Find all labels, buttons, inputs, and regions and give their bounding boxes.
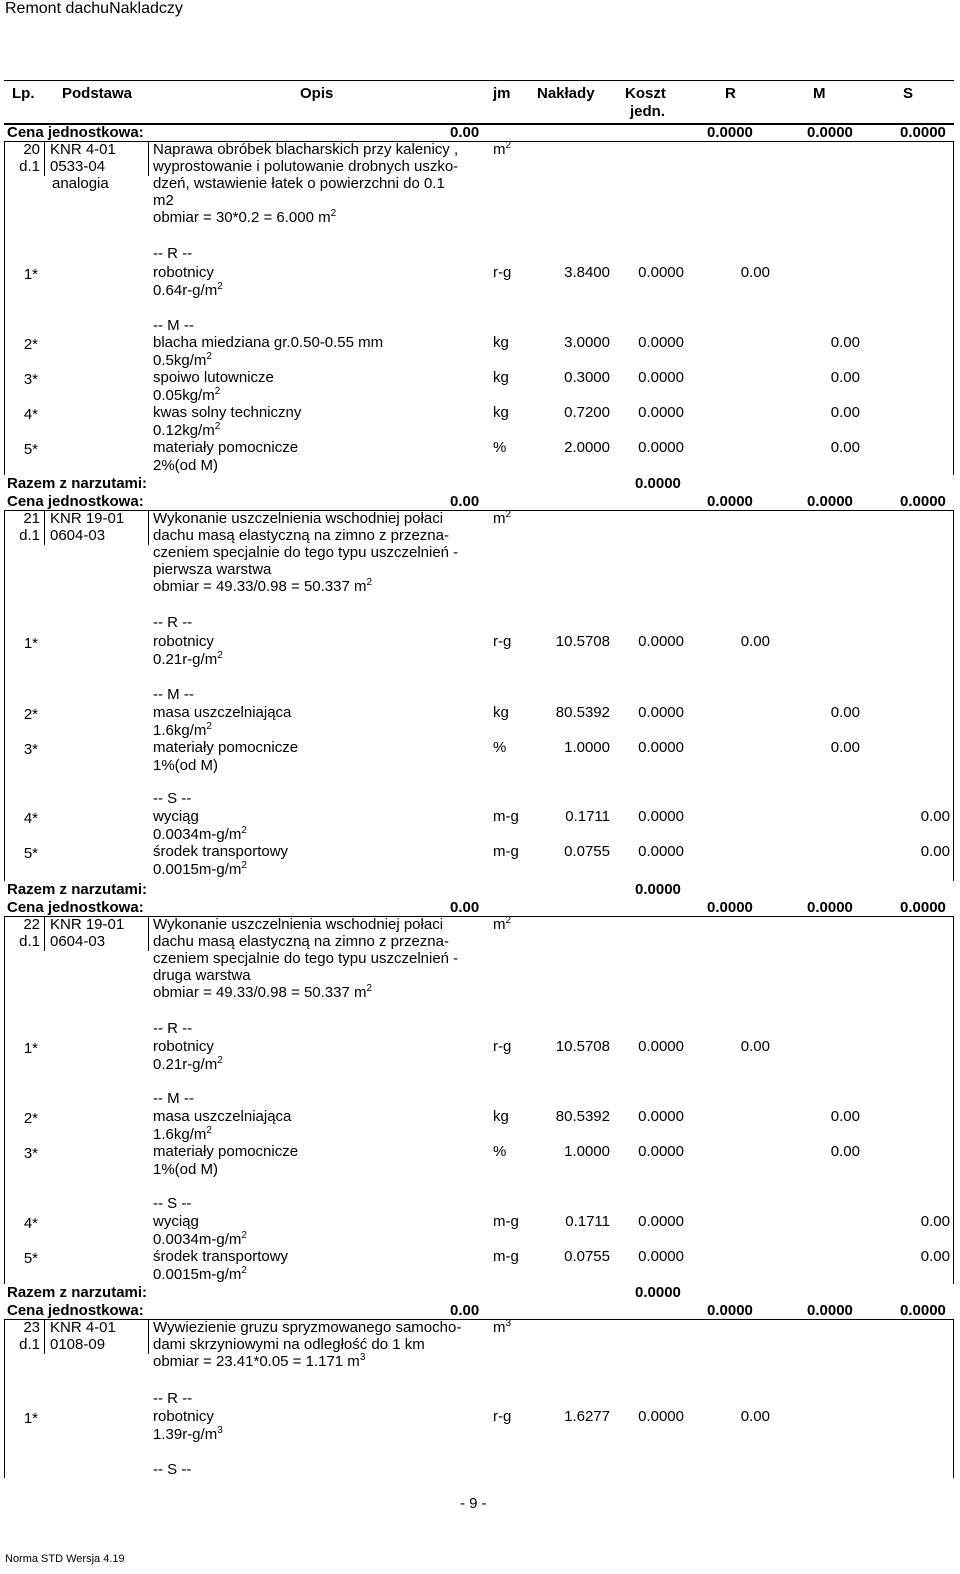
- unit-price-total: 0.00: [450, 493, 480, 510]
- position-detail: d.1: [19, 1336, 40, 1353]
- header-jm: jm: [493, 85, 511, 102]
- table-border: [44, 1319, 45, 1354]
- resource-unit: kg: [493, 1108, 509, 1125]
- header-koszt: Koszt: [625, 85, 666, 102]
- description-line: Wywiezienie gruzu spryzmowanego samocho-: [153, 1319, 462, 1336]
- resource-index: 2*: [23, 1110, 38, 1127]
- header-podstawa: Podstawa: [62, 85, 133, 102]
- description-line: czeniem specjalnie do tego typu uszczelnień -: [153, 950, 459, 967]
- position-number: 21: [23, 510, 40, 527]
- description-line: dachu masą elastyczną na zimno z przezna-: [153, 527, 449, 544]
- table-border: [4, 916, 5, 1284]
- section-header-s: -- S --: [153, 1461, 192, 1478]
- total-with-markup-value: 0.0000: [635, 881, 681, 898]
- unit-price-m: 0.0000: [807, 1302, 853, 1319]
- table-border: [148, 141, 149, 176]
- basis-table: 0604-03: [50, 933, 106, 950]
- resource-unit: %: [493, 1143, 507, 1160]
- resource-norm: $1.39r-g/m^3$: [153, 1425, 223, 1443]
- resource-name: robotnicy: [153, 1408, 214, 1425]
- page-number: - 9 -: [460, 1495, 487, 1512]
- resource-name: wyciąg: [153, 808, 199, 825]
- table-header: [4, 80, 954, 125]
- resource-price: 0.0000: [638, 369, 684, 386]
- total-with-markup-label: Razem z narzutami:: [7, 1284, 148, 1301]
- basis-table: 0108-09: [50, 1336, 106, 1353]
- unit-price-s: 0.0000: [900, 493, 946, 510]
- resource-value: 0.00: [830, 334, 860, 351]
- resource-norm: 2%(od M): [153, 457, 219, 474]
- resource-unit: kg: [493, 369, 509, 386]
- basis-table: 0533-04: [50, 158, 106, 175]
- resource-index: 5*: [23, 441, 38, 458]
- resource-price: 0.0000: [638, 704, 684, 721]
- basis-note: analogia: [52, 175, 109, 192]
- unit-price-label: Cena jednostkowa:: [7, 899, 144, 916]
- document-title: Remont dachuNakladczy: [5, 0, 183, 17]
- resource-value: 0.00: [920, 1213, 950, 1230]
- resource-name: blacha miedziana gr.0.50-0.55 mm: [153, 334, 384, 351]
- unit-price-m: 0.0000: [807, 493, 853, 510]
- resource-norm: $0.0034m-g/m^2$: [153, 825, 247, 843]
- position-detail: d.1: [19, 527, 40, 544]
- table-border: [44, 510, 45, 545]
- resource-price: 0.0000: [638, 739, 684, 756]
- unit-price-s: 0.0000: [900, 1302, 946, 1319]
- resource-quantity: 0.7200: [564, 404, 610, 421]
- section-header-m: -- M --: [153, 1090, 194, 1107]
- resource-value: 0.00: [830, 1108, 860, 1125]
- resource-quantity: 10.5708: [555, 633, 610, 650]
- table-border: [4, 916, 954, 917]
- resource-quantity: 3.0000: [564, 334, 610, 351]
- resource-unit: r-g: [493, 633, 512, 650]
- resource-value: 0.00: [920, 808, 950, 825]
- resource-price: 0.0000: [638, 1408, 684, 1425]
- resource-quantity: 10.5708: [555, 1038, 610, 1055]
- resource-quantity: 3.8400: [564, 264, 610, 281]
- resource-index: 3*: [23, 741, 38, 758]
- unit-price-m: 0.0000: [807, 124, 853, 141]
- unit-price-s: 0.0000: [900, 124, 946, 141]
- resource-quantity: 1.0000: [564, 739, 610, 756]
- resource-quantity: 0.0755: [564, 1248, 610, 1265]
- total-with-markup-label: Razem z narzutami:: [7, 881, 148, 898]
- resource-norm: $0.5kg/m^2$: [153, 351, 212, 369]
- resource-norm: $1.6kg/m^2$: [153, 721, 212, 739]
- resource-quantity: 1.0000: [564, 1143, 610, 1160]
- position-number: 23: [23, 1319, 40, 1336]
- unit-price-r: 0.0000: [707, 899, 753, 916]
- basis-catalog: KNR 4-01: [50, 1319, 116, 1336]
- section-header-s: -- S --: [153, 790, 192, 807]
- resource-value: 0.00: [830, 369, 860, 386]
- position-unit: $m^2$: [493, 140, 512, 158]
- resource-name: materiały pomocnicze: [153, 1143, 299, 1160]
- description-line: m2: [153, 192, 174, 209]
- table-border: [4, 141, 954, 142]
- resource-value: 0.00: [740, 1408, 770, 1425]
- description-line: pierwsza warstwa: [153, 561, 272, 578]
- description-line: druga warstwa: [153, 967, 251, 984]
- table-border: [4, 510, 5, 881]
- resource-value: 0.00: [920, 843, 950, 860]
- resource-value: 0.00: [830, 439, 860, 456]
- unit-price-r: 0.0000: [707, 493, 753, 510]
- resource-unit: r-g: [493, 264, 512, 281]
- resource-index: 2*: [23, 706, 38, 723]
- resource-quantity: 0.0755: [564, 843, 610, 860]
- resource-unit: kg: [493, 704, 509, 721]
- resource-norm: $1.6kg/m^2$: [153, 1125, 212, 1143]
- quantity-formula: obmiar = 49.33/0.98 = 50.337 $m^2$: [153, 983, 373, 1001]
- resource-norm: $0.21r-g/m^2$: [153, 1055, 223, 1073]
- resource-norm: 1%(od M): [153, 757, 219, 774]
- table-border: [148, 1319, 149, 1354]
- resource-index: 1*: [23, 266, 38, 283]
- quantity-formula: obmiar = 49.33/0.98 = 50.337 $m^2$: [153, 577, 373, 595]
- description-line: wyprostowanie i polutowanie drobnych uszko-: [153, 158, 459, 175]
- resource-price: 0.0000: [638, 334, 684, 351]
- section-header-r: -- R --: [153, 614, 193, 631]
- position-unit: $m^2$: [493, 509, 512, 527]
- unit-price-label: Cena jednostkowa:: [7, 1302, 144, 1319]
- table-border: [44, 916, 45, 951]
- resource-norm: $0.21r-g/m^2$: [153, 650, 223, 668]
- resource-name: wyciąg: [153, 1213, 199, 1230]
- unit-price-total: 0.00: [450, 899, 480, 916]
- resource-value: 0.00: [830, 704, 860, 721]
- resource-price: 0.0000: [638, 1108, 684, 1125]
- unit-price-label: Cena jednostkowa:: [7, 124, 144, 141]
- resource-quantity: 0.1711: [565, 808, 610, 825]
- position-detail: d.1: [19, 933, 40, 950]
- resource-norm: $0.64r-g/m^2$: [153, 281, 223, 299]
- resource-quantity: 2.0000: [564, 439, 610, 456]
- table-border: [4, 510, 954, 511]
- resource-index: 3*: [23, 371, 38, 388]
- position-number: 20: [23, 141, 40, 158]
- resource-unit: %: [493, 439, 507, 456]
- resource-price: 0.0000: [638, 1213, 684, 1230]
- header-opis: Opis: [300, 85, 334, 102]
- resource-unit: kg: [493, 334, 509, 351]
- resource-norm: $0.0015m-g/m^2$: [153, 860, 247, 878]
- quantity-formula: obmiar = 23.41*0.05 = 1.171 $m^3$: [153, 1352, 366, 1370]
- resource-norm: 1%(od M): [153, 1161, 219, 1178]
- resource-norm: $0.0034m-g/m^2$: [153, 1230, 247, 1248]
- table-border: [953, 141, 954, 475]
- basis-catalog: KNR 19-01: [50, 916, 125, 933]
- resource-unit: m-g: [493, 1213, 519, 1230]
- resource-name: robotnicy: [153, 264, 214, 281]
- resource-index: 5*: [23, 845, 38, 862]
- resource-name: materiały pomocnicze: [153, 739, 299, 756]
- resource-unit: %: [493, 739, 507, 756]
- table-border: [44, 141, 45, 176]
- resource-unit: m-g: [493, 1248, 519, 1265]
- total-with-markup-label: Razem z narzutami:: [7, 475, 148, 492]
- table-border: [953, 916, 954, 1284]
- resource-name: spoiwo lutownicze: [153, 369, 274, 386]
- resource-quantity: 0.3000: [564, 369, 610, 386]
- unit-price-total: 0.00: [450, 1302, 480, 1319]
- resource-price: 0.0000: [638, 1248, 684, 1265]
- resource-index: 1*: [23, 1410, 38, 1427]
- header-s: S: [903, 85, 914, 102]
- description-line: czeniem specjalnie do tego typu uszczelnień -: [153, 544, 459, 561]
- section-header-m: -- M --: [153, 686, 194, 703]
- resource-price: 0.0000: [638, 439, 684, 456]
- description-line: dami skrzyniowymi na odległość do 1 km: [153, 1336, 425, 1353]
- resource-index: 1*: [23, 1040, 38, 1057]
- resource-unit: r-g: [493, 1038, 512, 1055]
- table-border: [148, 916, 149, 951]
- table-border: [4, 1319, 954, 1320]
- table-border: [953, 1319, 954, 1478]
- resource-price: 0.0000: [638, 1143, 684, 1160]
- resource-unit: kg: [493, 404, 509, 421]
- position-number: 22: [23, 916, 40, 933]
- total-with-markup-value: 0.0000: [635, 1284, 681, 1301]
- unit-price-r: 0.0000: [707, 1302, 753, 1319]
- resource-name: masa uszczelniająca: [153, 1108, 292, 1125]
- resource-name: środek transportowy: [153, 843, 289, 860]
- resource-quantity: 80.5392: [555, 704, 610, 721]
- unit-price-r: 0.0000: [707, 124, 753, 141]
- position-unit: $m^2$: [493, 915, 512, 933]
- resource-price: 0.0000: [638, 404, 684, 421]
- section-header-r: -- R --: [153, 1390, 193, 1407]
- resource-price: 0.0000: [638, 808, 684, 825]
- resource-index: 5*: [23, 1250, 38, 1267]
- resource-price: 0.0000: [638, 264, 684, 281]
- resource-value: 0.00: [920, 1248, 950, 1265]
- resource-price: 0.0000: [638, 633, 684, 650]
- basis-catalog: KNR 4-01: [50, 141, 116, 158]
- section-header-r: -- R --: [153, 1020, 193, 1037]
- resource-name: robotnicy: [153, 1038, 214, 1055]
- resource-name: masa uszczelniająca: [153, 704, 292, 721]
- resource-value: 0.00: [830, 404, 860, 421]
- description-line: dzeń, wstawienie łatek o powierzchni do 0.1: [153, 175, 445, 192]
- resource-quantity: 0.1711: [565, 1213, 610, 1230]
- section-header-m: -- M --: [153, 317, 194, 334]
- software-version: Norma STD Wersja 4.19: [5, 1553, 125, 1565]
- resource-norm: $0.05kg/m^2$: [153, 386, 221, 404]
- basis-catalog: KNR 19-01: [50, 510, 125, 527]
- basis-table: 0604-03: [50, 527, 106, 544]
- table-border: [4, 123, 954, 124]
- section-header-r: -- R --: [153, 245, 193, 262]
- description-line: Wykonanie uszczelnienia wschodniej połaci: [153, 916, 444, 933]
- resource-index: 3*: [23, 1145, 38, 1162]
- resource-unit: m-g: [493, 808, 519, 825]
- unit-price-m: 0.0000: [807, 899, 853, 916]
- resource-price: 0.0000: [638, 1038, 684, 1055]
- resource-unit: r-g: [493, 1408, 512, 1425]
- header-lp: Lp.: [12, 85, 35, 102]
- resource-norm: $0.12kg/m^2$: [153, 421, 221, 439]
- resource-quantity: 1.6277: [564, 1408, 610, 1425]
- resource-name: materiały pomocnicze: [153, 439, 299, 456]
- resource-name: środek transportowy: [153, 1248, 289, 1265]
- description-line: Naprawa obróbek blacharskich przy kalenicy ,: [153, 141, 459, 158]
- section-header-s: -- S --: [153, 1195, 192, 1212]
- header-jedn: jedn.: [630, 103, 666, 120]
- resource-quantity: 80.5392: [555, 1108, 610, 1125]
- description-line: dachu masą elastyczną na zimno z przezna-: [153, 933, 449, 950]
- unit-price-label: Cena jednostkowa:: [7, 493, 144, 510]
- resource-index: 2*: [23, 336, 38, 353]
- table-border: [953, 510, 954, 881]
- position-unit: $m^3$: [493, 1318, 512, 1336]
- resource-name: robotnicy: [153, 633, 214, 650]
- resource-index: 4*: [23, 810, 38, 827]
- resource-norm: $0.0015m-g/m^2$: [153, 1265, 247, 1283]
- quantity-formula: obmiar = 30*0.2 = 6.000 $m^2$: [153, 208, 337, 226]
- total-with-markup-value: 0.0000: [635, 475, 681, 492]
- resource-index: 1*: [23, 635, 38, 652]
- header-naklady: Nakłady: [537, 85, 595, 102]
- resource-price: 0.0000: [638, 843, 684, 860]
- resource-index: 4*: [23, 406, 38, 423]
- description-line: Wykonanie uszczelnienia wschodniej połaci: [153, 510, 444, 527]
- resource-value: 0.00: [740, 1038, 770, 1055]
- table-border: [148, 510, 149, 545]
- resource-unit: m-g: [493, 843, 519, 860]
- resource-value: 0.00: [830, 1143, 860, 1160]
- unit-price-s: 0.0000: [900, 899, 946, 916]
- unit-price-total: 0.00: [450, 124, 480, 141]
- resource-value: 0.00: [740, 264, 770, 281]
- header-r: R: [725, 85, 736, 102]
- resource-name: kwas solny techniczny: [153, 404, 302, 421]
- table-border: [4, 141, 5, 475]
- resource-index: 4*: [23, 1215, 38, 1232]
- header-m: M: [813, 85, 826, 102]
- resource-value: 0.00: [830, 739, 860, 756]
- position-detail: d.1: [19, 158, 40, 175]
- table-border: [4, 1319, 5, 1478]
- resource-value: 0.00: [740, 633, 770, 650]
